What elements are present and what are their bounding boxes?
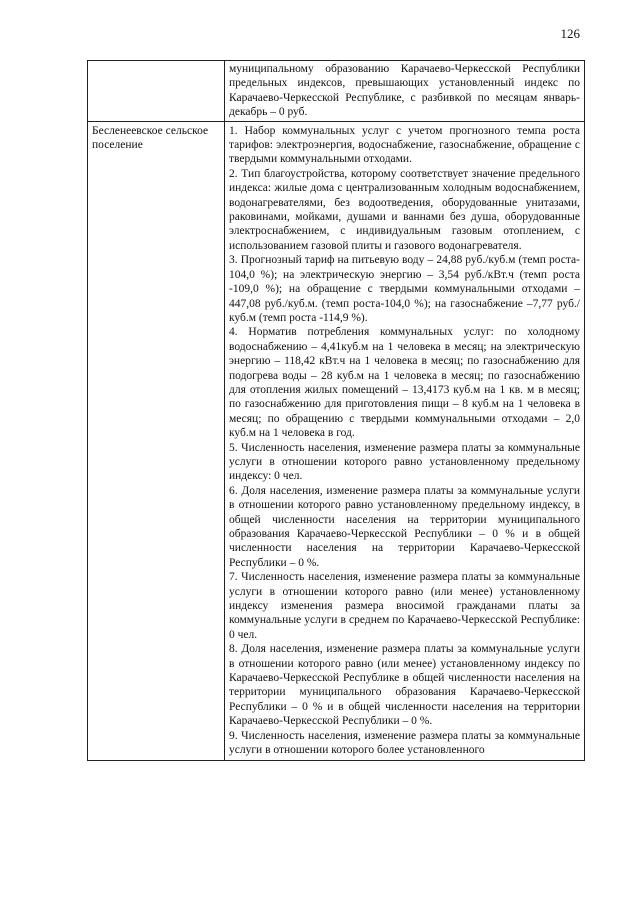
paragraph-9: 9. Численность населения, изменение размера платы за коммунальные услуги в отношении которого более установленного bbox=[229, 729, 580, 757]
row-content-cell bbox=[225, 61, 585, 122]
table-row bbox=[88, 121, 585, 760]
paragraph-8: 8. Доля населения, изменение размера платы за коммунальные услуги в отношении которого равно (или менее) установленному индексу по Карачаево-Черкесской Республике в общей численности населения на территории муниципального образования Карачаево-Черкесской Республики – 0 % и в общей численности населения на территории Карачаево-Черкесской Республики – 0 %. bbox=[229, 643, 580, 728]
paragraph-5: 5. Численность населения, изменение размера платы за коммунальные услуги в отношении которого равно установленному предельному индексу: 0 чел. bbox=[229, 441, 580, 483]
document-table bbox=[87, 60, 585, 761]
paragraph: муниципальному образованию Карачаево-Черкесской Республики предельных индексов, превышающих установленный индекс по Карачаево-Черкесской Республике, с разбивкой по месяцам январь-декабрь – 0 руб. bbox=[229, 63, 580, 119]
page-number: 126 bbox=[560, 26, 580, 41]
row-label-cell: Бесленеевское сельское поселение bbox=[88, 121, 225, 760]
paragraph-1: 1. Набор коммунальных услуг с учетом прогнозного темпа роста тарифов: электроэнергия, водоснабжение, газоснабжение, обращение с твердыми коммунальными отходами. bbox=[229, 124, 580, 166]
paragraph-3: 3. Прогнозный тариф на питьевую воду – 24,88 руб./куб.м (темп роста- 104,0 %); на электрическую энергию – 3,54 руб./кВт.ч (темп роста -109,0 %); на обращение с твердыми коммунальными отходами – 447,08 руб./куб.м. (темп роста-104,0 %); на газоснабжение –7,77 руб./куб.м (темп роста -114,9 %). bbox=[229, 254, 580, 324]
row-content-cell bbox=[225, 121, 585, 760]
paragraph-4: 4. Норматив потребления коммунальных услуг: по холодному водоснабжению – 4,41куб.м на 1 человека в месяц; на электрическую энергию – 118,42 кВт.ч на 1 человека в месяц; по газоснабжению для подогрева воды – 28 куб.м на 1 человека в месяц; по газоснабжению для отопления жилых помещений – 13,4173 куб.м на 1 кв. м в месяц; по газоснабжению для приготовления пищи – 8 куб.м на 1 человека в месяц; по обращению с твердыми коммунальными отходами – 2,0 куб.м на 1 человека в год. bbox=[229, 326, 580, 440]
table-row bbox=[88, 61, 585, 122]
paragraph-2: 2. Тип благоустройства, которому соответствует значение предельного индекса: жилые дома с централизованным холодным водоснабжением, водонагревателями, без водоотведения, оборудованные унитазами, раковинами, мойками, душами и ваннами без душа, оборудованные электроснабжением, с индивидуальным газовым отоплением, с использованием газовой плиты и газового водонагревателя. bbox=[229, 167, 580, 252]
row-label-cell bbox=[88, 61, 225, 122]
paragraph-6: 6. Доля населения, изменение размера платы за коммунальные услуги в отношении которого равно установленному предельному индексу, в общей численности населения на территории муниципального образования Карачаево-Черкесской Республики – 0 % и в общей численности населения на территории Карачаево-Черкесской Республики – 0 %. bbox=[229, 484, 580, 569]
paragraph-7: 7. Численность населения, изменение размера платы за коммунальные услуги в отношении которого равно (или менее) установленному индексу изменения размера вносимой гражданами платы за коммунальные услуги в среднем по Карачаево-Черкесской Республике: 0 чел. bbox=[229, 571, 580, 641]
